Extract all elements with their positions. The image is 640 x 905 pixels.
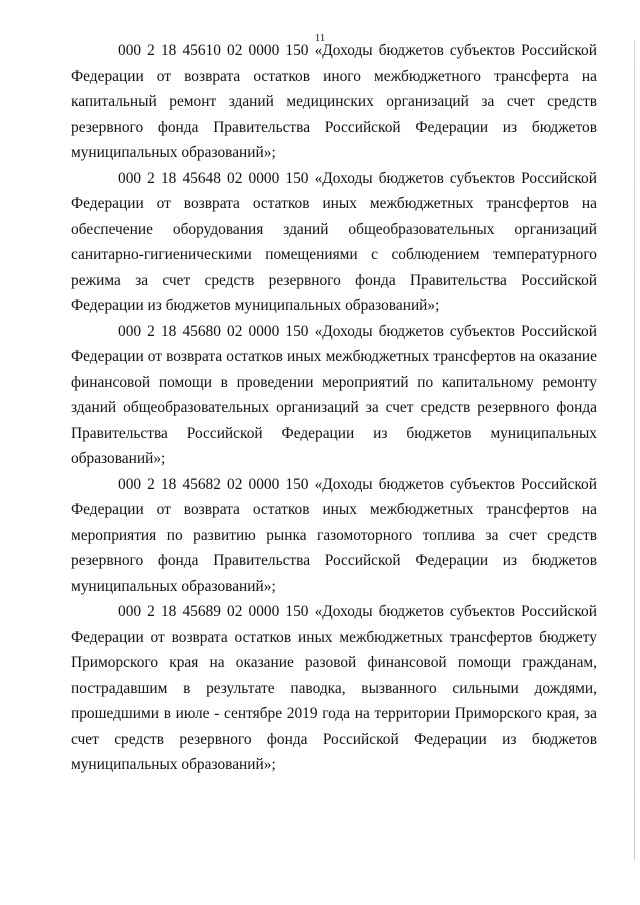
paragraph-45689: 000 2 18 45689 02 0000 150 «Доходы бюджетов субъектов Российской Федерации от возврата остатков иных межбюджетных трансфертов бюджету Приморского края на оказание разовой финансовой помощи гражданам, пострадавшим в результате паводка, вызванного сильными дождями, прошедшими в июле - сентябре 2019 года на территории Приморского края, за счет средств резервного фонда Российской Федерации из бюджетов муниципальных образований»; bbox=[71, 603, 597, 773]
scan-edge-line bbox=[634, 40, 635, 860]
document-body bbox=[71, 38, 597, 778]
paragraph-45610: 000 2 18 45610 02 0000 150 «Доходы бюджетов субъектов Российской Федерации от возврата остатков иного межбюджетного трансферта на капитальный ремонт зданий медицинских организаций за счет средств резервного фонда Правительства Российской Федерации из бюджетов муниципальных образований»; bbox=[71, 42, 597, 161]
page-number: 11 bbox=[314, 32, 326, 44]
paragraph-45680: 000 2 18 45680 02 0000 150 «Доходы бюджетов субъектов Российской Федерации от возврата остатков иных межбюджетных трансфертов на оказание финансовой помощи в проведении мероприятий по капитальному ремонту зданий общеобразовательных организаций за счет средств резервного фонда Правительства Российской Федерации из бюджетов муниципальных образований»; bbox=[71, 322, 597, 467]
paragraph-45648: 000 2 18 45648 02 0000 150 «Доходы бюджетов субъектов Российской Федерации от возврата остатков иных межбюджетных трансфертов на обеспечение оборудования зданий общеобразовательных организаций санитарно-гигиеническими помещениями с соблюдением температурного режима за счет средств резервного фонда Правительства Российской Федерации из бюджетов муниципальных образований»; bbox=[71, 169, 597, 314]
paragraph-45682: 000 2 18 45682 02 0000 150 «Доходы бюджетов субъектов Российской Федерации от возврата остатков иных межбюджетных трансфертов на мероприятия по развитию рынка газомоторного топлива за счет средств резервного фонда Правительства Российской Федерации из бюджетов муниципальных образований»; bbox=[71, 475, 597, 595]
